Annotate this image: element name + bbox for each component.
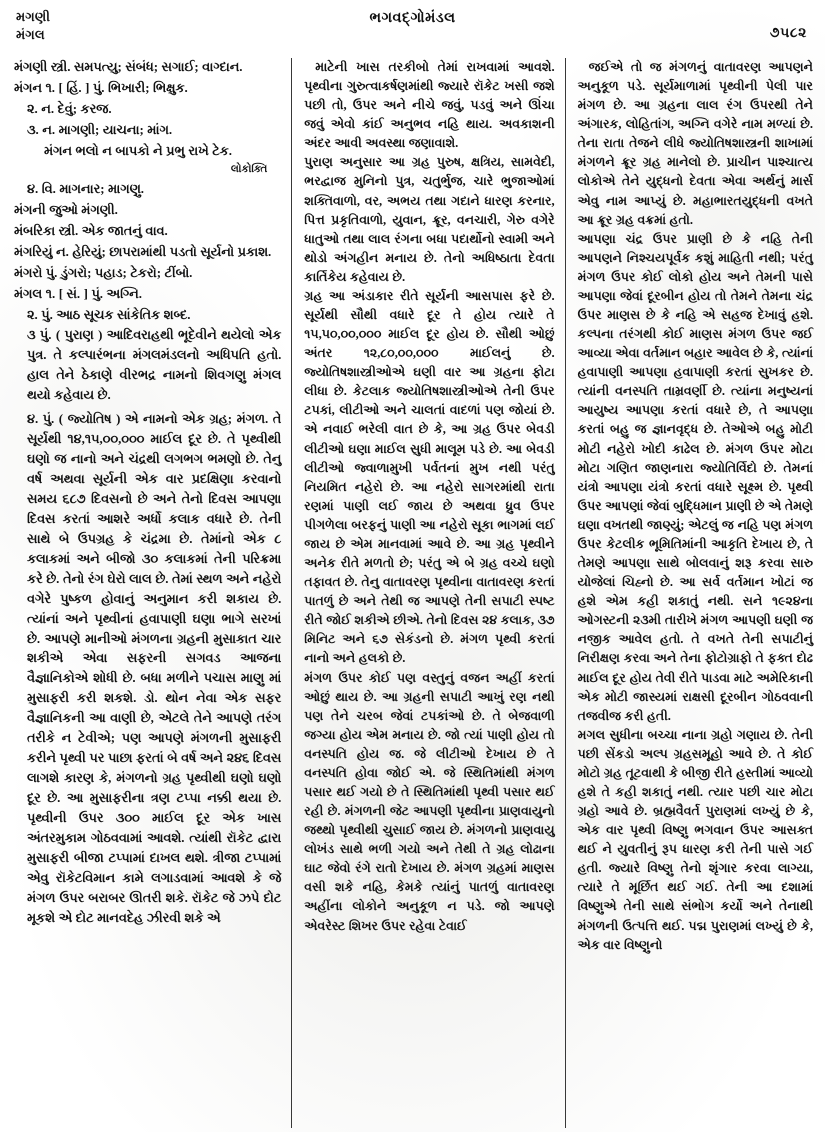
column-2 <box>292 52 564 1132</box>
page-header <box>0 0 825 52</box>
body-paragraph: પુરાણ અનુસાર આ ગ્રહ પુરુષ, ક્ષત્રિય, સામવેદી, ભરદ્વાજ મુનિનો પુત્ર, ચતુર્ભુજ, ચારે ભુજાઓમાં શક્તિવાળો, વર, અભય તથા ગદાને ધારણ કરનાર, પિત્ત પ્રકૃતિવાળો, યુવાન, ક્રૂર, વનચારી, ગેરુ વગેરે ધાતુઓ તથા લાલ રંગના બધા પદાર્થોનો સ્વામી અને થોડો અંગહીન મનાય છે. તેનો અધિષ્ઠાતા દેવતા કાર્તિકેય કહેવાય છે. <box>304 155 555 284</box>
entry-sense: ૩. ન. માગણી; યાચના; માંગ. <box>27 122 173 137</box>
entry-sense: ૨. ન. દેવું; કરજ. <box>27 101 112 116</box>
guide-word-bottom: મંગલ <box>16 27 45 43</box>
entry-sense: ૩ પું. ( પુરાણ ) આદિવરાહથી ભૂદેવીને થયેલો એક પુત્ર. તે કલ્પારંભના મંગલમંડલનો અધિપતિ હતો. હાલ તેને ઠેકાણે વીરભદ્ર નામનો શિવગણુ મંગલ થયો કહેવાય છે. <box>27 328 282 403</box>
column-container <box>0 52 825 1132</box>
body-paragraph: આપણા ચંદ્ર ઉપર પ્રાણી છે કે નહિ તેની આપણને નિશ્ચયપૂર્વક કશું માહિતી નથી; પરંતુ મંગળ ઉપર કોઈ લોકો હોય અને તેમની પાસે આપણા જેવાં દૂરબીન હોય તો તેમને તેમના ચંદ્ર ઉપર માણસ છે કે નહિ એ સહજ દેખાવું હશે. કલ્પના તરંગથી કોઈ માણસ મંગળ ઉપર જઈ આવ્યા એવા વર્તમાન બહાર આવેલ છે કે, ત્યાંનાં હવાપાણી આપણા હવાપાણી કરતાં સુખકર છે. ત્યાંની વનસ્પતિ તામ્રવર્ણી છે. ત્યાંના મનુષ્યનાં આયુષ્ય આપણા કરતાં વધારે છે, તે આપણા કરતાં બહુ જ જ્ઞાનવૃદ્ધ છે. તેઓએ બહુ મોટી મોટી નહેરો ખોદી કાઢેલ છે. મંગળ ઉપર મોટા મોટા ગણિત જાણનારા જ્યોતિર્વિદો છે. તેમનાં યંત્રો આપણા યંત્રો કરતાં વધારે સૂક્ષ્મ છે. પૃથ્વી ઉપર આપણાં જેવાં બુદ્ધિમાન પ્રાણી છે એ તેમણે ઘણા વખતથી જાણ્યું; એટલું જ નહિ પણ મંગળ ઉપર કેટલીક ભૂમિતિમાંની આકૃતિ દેખાય છે, તે તેમણે આપણા સાથે બોલવાનું શરૂ કરવા સારુ યોજેલાં ચિહ્નો છે. આ સર્વ વર્તમાન ખોટાં જ હશે એમ કહી શકાતું નથી. સને ૧૯૨૪ના ઓગસ્ટની ૨૩મી તારીખે મંગળ આપણી ઘણી જ નજીક આવેલ હતો. તે વખતે તેની સપાટીનું નિરીક્ષણ કરવા અને તેના ફોટોગ્રાફો તે ફક્ત દોઢ માઈલ દૂર હોય તેવી રીતે પાડવા માટે અમેરિકાની એક મોટી જાસ્યમાં રાક્ષસી દૂરબીન ગોઠવવાની તજવીજ કરી હતી. <box>577 231 813 723</box>
entry-sense: ૨. પું. આઠ સૂચક સાંકેતિક શબ્દ. <box>27 307 191 322</box>
dictionary-entry: મંગની જુઓ મંગણી. <box>14 202 118 217</box>
quotation-source: લોકોક્તિ <box>230 163 268 175</box>
dictionary-entry: મંબરિકા સ્ત્રી. એક જાતનું વાવ. <box>14 223 168 238</box>
guide-word-top: મગણી <box>16 9 51 24</box>
dictionary-entry: મંગરો પું. ડુંગરો; પહાડ; ટેકરો; ટીંબો. <box>14 265 193 280</box>
body-paragraph: જઈએ તો જ મંગળનું વાતાવરણ આપણને અનુકૂળ પડે. સૂર્યમાળામાં પૃથ્વીની પેલી પાર મંગળ છે. આ ગ્રહના લાલ રંગ ઉપરથી તેને અંગારક, લોહિતાંગ, અગ્નિ વગેરે નામ મળ્યાં છે. તેના રાતા તેજને લીધે જ્યોતિષશાસ્ત્રની શાખામાં મંગળને ક્રૂર ગ્રહ માનેલો છે. પ્રાચીન પાશ્ચાત્ય લોકોએ તેને યુદ્ધનો દેવતા એવા અર્થનું માર્સ એવુ નામ આપ્યું છે. મહાભારતયુદ્ધની વખતે આ ક્રૂર ગ્રહ વક્રમાં હતો. <box>577 60 813 227</box>
entry-sense: ૪. વિ. માગનાર; માગણુ. <box>27 181 144 196</box>
dictionary-entry: મંગલ ૧. [ સં. ] પું. અગ્નિ. <box>14 286 142 301</box>
entry-sense: ૪. પું. ( જ્યોતિષ ) એ નામનો એક ગ્રહ; મંગળ. તે સૂર્યથી ૧૪,૧૫,૦૦,૦૦૦ માઈલ દૂર છે. તે પૃથ્વીથી ઘણો જ નાનો અને ચંદ્રથી લગભગ ભમણો છે. તેનુ વર્ષ અથવા સૂર્યની એક વાર પ્રદક્ષિણા કરવાનો સમય ૬૮૭ દિવસનો છે અને તેનો દિવસ આપણા દિવસ કરતાં આશરે અર્ધો કલાક વધારે છે. તેની સાથે બે ઉપગ્રહ કે ચંદ્રમા છે. તેમાંનો એક ૮ કલાકમાં અને બીજો ૩૦ કલાકમાં તેની પરિક્રમા કરે છે. તેનો રંગ ઘેરો લાલ છે. તેમાં સ્થળ અને નહેરો વગેરે પુષ્કળ હોવાનું અનુમાન કરી શકાય છે. ત્યાંનાં અને પૃથ્વીનાં હવાપાણી ઘણા ભાગે સરખાં છે. આપણે માનીઓ મંગળના ગ્રહની મુસાકાત ચાર શકીએ એવા સફરની સગવડ આજના વૈજ્ઞાનિકોએ શોધી છે. બધા મળીને પચાસ માણુ માં મુસાફરી કરી શકશે. ડો. થોન નેવા એક સફર વૈજ્ઞાનિકની આ વાણી છે, એટલે તેને આપણે તરંગ તરીકે ન ટેવીએ; પણ આપણે મંગળની મુસાફરી કરીને પૃથ્વી પર પાછા ફરતાં બે વર્ષ અને ૨૪૬ દિવસ લાગશે કારણ કે, મંગળનો ગ્રહ પૃથ્વીથી ઘણો ઘણો દૂર છે. આ મુસાફરીના ત્રણ ટપ્પા નક્કી થયા છે. પૃથ્વીની ઉપર ૩૦૦ માઈલ દૂર એક ખાસ અંતરમુકામ ગોઠવવામાં આવશે. ત્યાંથી રૉકેટ દ્વારા મુસાફરી બીજા ટપ્પામાં દાખલ થશે. ત્રીજા ટપ્પામાં એવુ રૉકેટવિમાન કામે લગાડવામાં આવશે કે જે મંગળ ઉપર બરાબર ઊતરી શકે. રૉકેટ જે ઝપે દોટ મૂકશે એ દોટ માનવદેહ ઝીરવી શકે એ <box>27 412 282 925</box>
column-3 <box>566 52 825 1132</box>
dictionary-entry: મંગરિયું ન. હેરિયું; છાપરામાંથી પડતો સૂર્યનો પ્રકાશ. <box>14 244 272 259</box>
body-paragraph: માટેની ખાસ તરકીબો તેમાં રાખવામાં આવશે. પૃથ્વીના ગુરુત્વાકર્ષણમાંથી જ્યારે રૉકેટ ખસી જશે પછી તો, ઉપર અને નીચે જવું, પડવું અને ઊંચા જવું એવો કાંઈ અનુભવ નહિ થાય. અવકાશની અંદર આવી અવસ્થા જણાવાશે. <box>304 60 555 151</box>
body-paragraph: મંગળ ઉપર કોઈ પણ વસ્તુનું વજન અહીં કરતાં ઓછું થાય છે. આ ગ્રહની સપાટી આખું રણ નથી પણ તેને ચરબ જેવાં ટપકાંઓ છે. તે બેજવાળી જગ્યા હોય એમ મનાય છે. જો ત્યાં પાણી હોય તો વનસ્પતિ હોય જ. જે લીટીઓ દેખાય છે તે વનસ્પતિ હોવા જોઈ એ. જે સ્થિતિમાંથી મંગળ પસાર થઈ ગયો છે તે સ્થિતિમાંથી પૃથ્વી પસાર થઈ રહી છે. મંગળની જેટ આપણી પૃથ્વીના પ્રાણવાયુનો જથ્થો પૃથ્વીથી ચુસાઈ જાય છે. મંગળનો પ્રાણવાયુ લોખંડ સાથે ભળી ગયો અને તેથી તે ગ્રહ લોઢાના ઘાટ જેવો રંગે રાતો દેખાય છે. મંગળ ગ્રહમાં માણસ વસી શકે નહિ, કેમકે ત્યાંનું પાતળું વાતાવરણ અહીંના લોકોને અનુકૂળ ન પડે. જો આપણે એવરેસ્ટ શિખર ઉપર રહેવા ટેવાઈ <box>304 670 555 933</box>
entry-quotation: મંગન ભલો ન બાપકો ને પ્રભુ રાખે ટેક. <box>44 143 232 158</box>
dictionary-entry: મંગન ૧. [ હિં. ] પું. ભિખારી; ભિક્ષુક. <box>14 80 188 95</box>
dictionary-entry: મંગણી સ્ત્રી. સમપત્યુ; સંબંધ; સગાઈ; વાગ્દાન. <box>14 60 243 74</box>
page-number: ૭૫૮૨ <box>769 26 807 41</box>
column-1 <box>0 52 291 1132</box>
body-paragraph: મગલ સુધીના બચ્ચા નાના ગ્રહો ગણાય છે. તેની પછી સેંકડો અલ્પ ગ્રહસમૂહો આવે છે. તે કોઈ મોટો ગ્રહ તૂટવાથી કે બીજી રીતે હસ્તીમાં આવ્યો હશે તે કહી શકાતું નથી. ત્યાર પછી ચાર મોટા ગ્રહો આવે છે. બ્રહ્મવૈવર્ત પુરાણમાં લખ્યું છે કે, એક વાર પૃથ્વી વિષ્ણુ ભગવાન ઉપર આસક્ત થઈ ને યુવતીનું રૂપ ધારણ કરી તેની પાસે ગઈ હતી. જ્યારે વિષ્ણુ તેનો શૃંગાર કરવા લાગ્યા, ત્યારે તે મૂર્છિત થઈ ગઈ. તેની આ દશામાં વિષ્ણુએ તેની સાથે સંભોગ કર્યો અને તેનાથી મંગળની ઉત્પત્તિ થઈ. પદ્મ પુરાણમાં લખ્યું છે કે, એક વાર વિષ્ણુનો <box>577 727 813 952</box>
body-paragraph: ગ્રહ આ અંડાકાર રીતે સૂર્યની આસપાસ ફરે છે. સૂર્યથી સૌથી વધારે દૂર તે હોય ત્યારે તે ૧૫,૫૦,૦૦,૦૦૦ માઈલ દૂર હોય છે. સૌથી ઓછું અંતર ૧૨,૮૦,૦૦,૦૦૦ માઈલનું છે. જ્યોતિષશાસ્ત્રીઓએ ઘણી વાર આ ગ્રહના ફોટા લીધા છે. કેટલાક જ્યોતિષશાસ્ત્રીઓએ તેની ઉપર ટપકાં, લીટીઓ અને ચાલતાં વાદળાં પણ જોયાં છે. એ નવાઈ ભરેલી વાત છે કે, આ ગ્રહ ઉપર બેવડી લીટીઓ ઘણા માઈલ સુધી માલૂમ પડે છે. આ બેવડી લીટીઓ જ્વાળામુખી પર્વતનાં મુખ નથી પરંતુ નિયમિત નહેરો છે. આ નહેરો સાગરમાંથી રાતા રણમાં પાણી લઈ જાય છે અથવા ધ્રુવ ઉપર પીગળેલા બરફનું પાણી આ નહેરો સૂકા ભાગમાં લઈ જાય છે એમ માનવામાં આવે છે. આ ગ્રહ પૃથ્વીને અનેક રીતે મળતો છે; પરંતુ એ બે ગ્રહ વચ્ચે ઘણો તફાવત છે. તેનુ વાતાવરણ પૃથ્વીના વાતાવરણ કરતાં પાતળું છે અને તેથી જ આપણે તેની સપાટી સ્પષ્ટ રીતે જોઈ શકીએ છીએ. તેનો દિવસ ૨૪ કલાક, ૩૭ મિનિટ અને ૬૭ સેકંડનો છે. મંગળ પૃથ્વી કરતાં નાનો અને હલકો છે. <box>304 288 555 666</box>
page-title: ભગવદ્ગોમંડલ <box>369 10 456 26</box>
